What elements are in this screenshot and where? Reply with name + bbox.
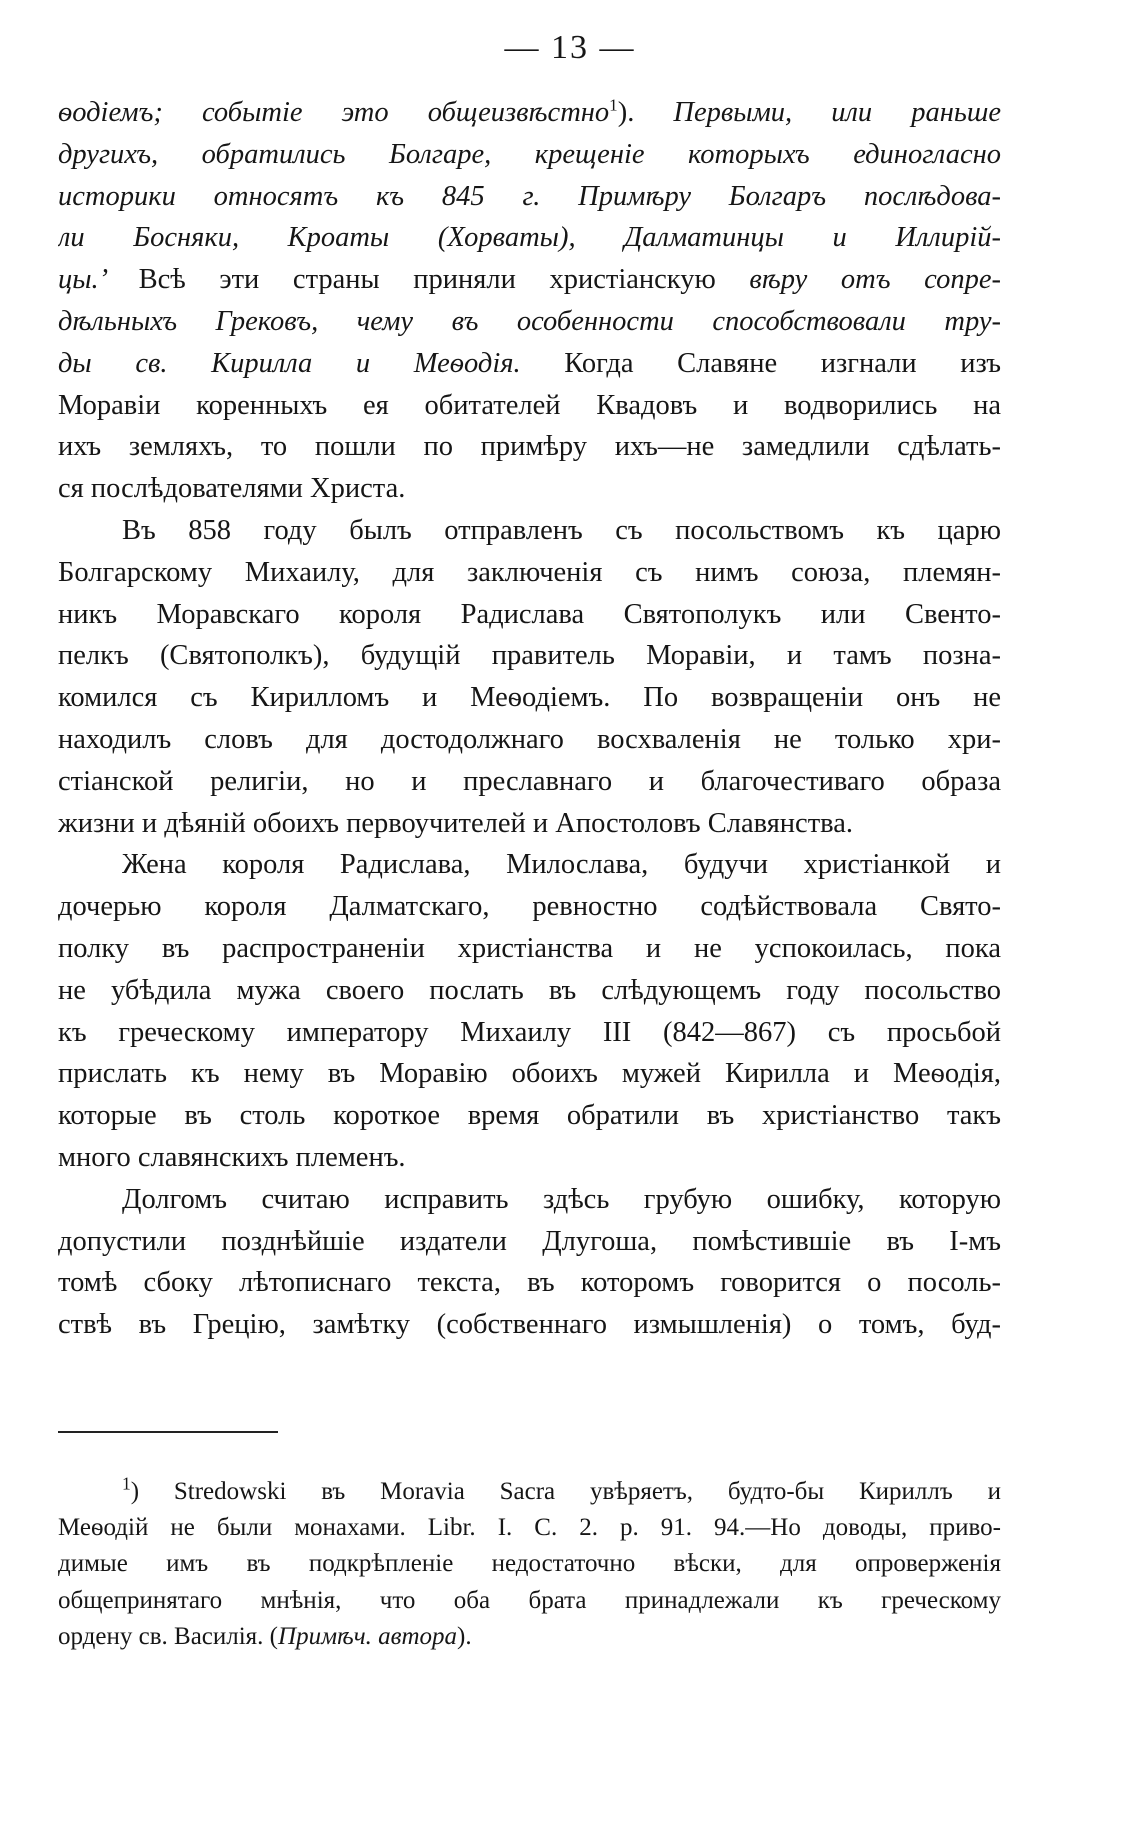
- text-line: ордену св. Василія. (Примѣч. автора).: [58, 1622, 472, 1650]
- text-line: димые имъ въ подкрѣпленіе недостаточно вѣски, для опроверженія: [58, 1550, 1001, 1578]
- text-line: ся послѣдователями Христа.: [58, 473, 406, 505]
- paragraph-1: [58, 92, 1001, 510]
- text-line: пелкъ (Святополкъ), будущій правитель Моравіи, и тамъ позна-: [58, 640, 1001, 672]
- text-line: ды св. Кирилла и Меѳодія. Когда Славяне изгнали изъ: [58, 347, 1001, 379]
- text-line: комился съ Кирилломъ и Меѳодіемъ. По возвращеніи онъ не: [58, 682, 1001, 714]
- text-line: полку въ распространеніи христіанства и не успокоилась, пока: [58, 932, 1001, 964]
- paragraph-3: [58, 844, 1001, 1178]
- text-line: прислать къ нему въ Моравію обоихъ мужей Кирилла и Меѳодія,: [58, 1058, 1001, 1090]
- text-line: ѳодіемъ; событіе это общеизвѣстно$^1$). Первыми, или раньше: [58, 95, 1001, 128]
- text-line: не убѣдила мужа своего послать въ слѣдующемъ году посольство: [58, 974, 1001, 1006]
- paragraph-2: [58, 510, 1001, 844]
- footnote-reference[interactable]: 1: [609, 95, 618, 115]
- text-line: Жена короля Радислава, Милослава, будучи христіанкой и: [122, 849, 1001, 881]
- text-line: къ греческому императору Михаилу III (842—867) съ просьбой: [58, 1016, 1001, 1048]
- text-line: цы.’ Всѣ эти страны приняли христіанскую вѣру отъ сопре-: [58, 264, 1001, 296]
- text-line: ли Босняки, Кроаты (Хорваты), Далматинцы и Иллирій-: [58, 222, 1001, 254]
- text-line: дочерью короля Далматскаго, ревностно содѣйствовала Свято-: [58, 891, 1001, 923]
- paragraph-4: [58, 1179, 1001, 1346]
- text-line: Долгомъ считаю исправить здѣсь грубую ошибку, которую: [122, 1183, 1001, 1215]
- page-number: — 13 —: [504, 29, 636, 66]
- main-text: [58, 92, 1001, 1346]
- text-line: историки относятъ къ 845 г. Примѣру Болгаръ послѣдова-: [58, 180, 1001, 212]
- text-line: Меѳодій не были монахами. Libr. I. C. 2. p. 91. 94.—Но доводы, приво-: [58, 1514, 1001, 1542]
- footnote-divider: [58, 1431, 278, 1433]
- footnote-marker: 1: [122, 1474, 131, 1494]
- text-line: общепринятаго мнѣнія, что оба брата принадлежали къ греческому: [58, 1586, 1001, 1614]
- text-line: которые въ столь короткое время обратили въ христіанство такъ: [58, 1100, 1001, 1132]
- text-line: Въ 858 году былъ отправленъ съ посольствомъ къ царю: [122, 514, 1001, 546]
- text-line: дѣльныхъ Грековъ, чему въ особенности способствовали тру-: [58, 305, 1001, 337]
- text-line: ствѣ въ Грецію, замѣтку (собственнаго измышленія) о томъ, буд-: [58, 1309, 1001, 1341]
- text-line: стіанской религіи, но и преславнаго и благочестиваго образа: [58, 765, 1001, 797]
- text-line: ихъ земляхъ, то пошли по примѣру ихъ—не замедлили сдѣлать-: [58, 431, 1001, 463]
- text-line: другихъ, обратились Болгаре, крещеніе которыхъ единогласно: [58, 138, 1001, 170]
- footnote: [58, 1474, 1001, 1655]
- text-line: $^1$) Stredowski въ Moravia Sacra увѣряетъ, будто-бы Кириллъ и: [122, 1474, 1001, 1505]
- text-line: много славянскихъ племенъ.: [58, 1141, 406, 1173]
- text-line: томѣ сбоку лѣтописнаго текста, въ которомъ говорится о посоль-: [58, 1267, 1001, 1299]
- text-line: никъ Моравскаго короля Радислава Святополукъ или Свенто-: [58, 598, 1001, 630]
- text-line: Моравіи коренныхъ ея обитателей Квадовъ и водворились на: [58, 389, 1001, 421]
- text-line: допустили позднѣйшіе издатели Длугоша, помѣстившіе въ I-мъ: [58, 1225, 1001, 1257]
- text-line: находилъ словъ для достодолжнаго восхваленія не только хри-: [58, 723, 1001, 755]
- text-line: Болгарскому Михаилу, для заключенія съ нимъ союза, племян-: [58, 556, 1001, 588]
- text-line: жизни и дѣяній обоихъ первоучителей и Апостоловъ Славянства.: [58, 807, 854, 839]
